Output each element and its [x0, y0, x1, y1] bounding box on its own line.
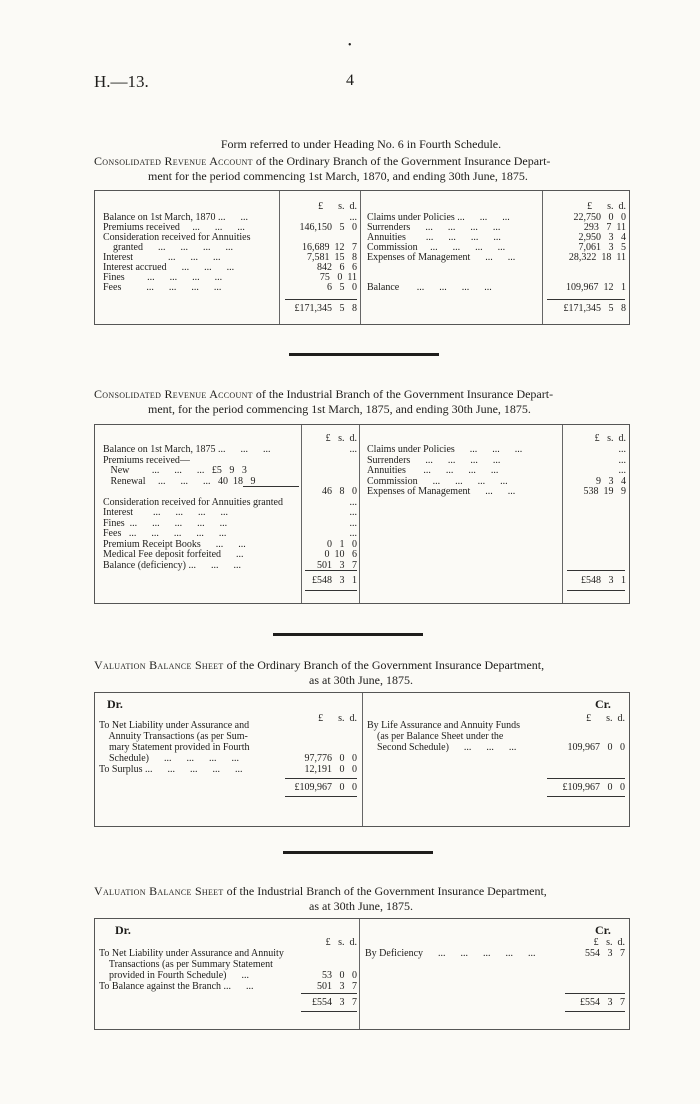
entry-amount: 22,750 0 0 [573, 212, 626, 223]
entry-label: Commission ... ... ... ... [367, 475, 508, 487]
entry-label: granted ... ... ... ... [103, 242, 233, 253]
ordinary-revenue-table [94, 190, 630, 325]
dr-label: Dr. [115, 923, 131, 937]
text-line: (as per Balance Sheet under the [367, 731, 504, 742]
center-rule [359, 919, 360, 1029]
entry-amount: ... [349, 517, 357, 529]
entry-label: Expenses of Management ... ... [367, 252, 516, 263]
double-rule [285, 796, 357, 797]
ordinary-valuation-title [94, 658, 628, 673]
entry-label: Interest ... ... ... [103, 252, 221, 263]
entry-amount: ... [349, 507, 357, 518]
ordinary-revenue-title [94, 154, 628, 169]
entry-amount: 9 3 4 [596, 475, 626, 487]
currency-head-right: £ s. d. [594, 433, 626, 444]
stray-mark: • [348, 40, 352, 51]
column-rule [542, 191, 543, 324]
entry-amount: 2,950 3 4 [578, 232, 626, 243]
industrial-valuation-title [94, 884, 628, 899]
entry-label: Balance ... ... ... ... [367, 282, 492, 293]
center-rule [360, 191, 361, 324]
total-left: £109,967 0 0 [294, 782, 357, 793]
entry-label: Commission ... ... ... ... [367, 242, 506, 253]
right-amount: 109,967 0 0 [567, 742, 625, 753]
entry-amount: 7,581 15 8 [307, 252, 357, 263]
entry-label: Renewal ... ... ... 40 18 9 [103, 475, 256, 487]
total-rule [565, 993, 625, 994]
total-rule [301, 993, 357, 994]
entry-amount: ... [618, 465, 626, 476]
section-divider [273, 633, 423, 636]
entry-amount: 109,967 12 1 [566, 282, 626, 293]
entry-label: Annuities ... ... ... ... [367, 465, 499, 476]
entry-label: Fines ... ... ... ... [103, 272, 223, 283]
title-smallcaps: Valuation Balance Sheet [94, 658, 224, 672]
entry-amount: ... [349, 444, 357, 455]
entry-label: Interest accrued ... ... ... [103, 262, 235, 273]
entry-label: Premiums received— [103, 454, 190, 466]
dr-label: Dr. [107, 697, 123, 711]
entry-label: Premiums received ... ... ... [103, 222, 245, 233]
ordinary-revenue-title-line2: ment for the period commencing 1st March, 1870, and ending 30th June, 1875. [148, 169, 528, 183]
total-rule [285, 778, 357, 779]
entry-amount: ... [618, 454, 626, 466]
total-rule [285, 299, 357, 300]
entry-amount: ... [618, 444, 626, 455]
left-amount: 12,191 0 0 [304, 764, 357, 775]
entry-label: Interest ... ... ... ... [103, 507, 228, 518]
entry-amount: 46 8 0 [322, 486, 357, 497]
currency-head-right: £ s. d. [587, 201, 626, 212]
cr-label: Cr. [595, 697, 611, 711]
entry-amount: 0 1 0 [327, 538, 357, 550]
entry-label: Medical Fee deposit forfeited ... [103, 549, 244, 560]
entry-amount: 75 0 11 [319, 272, 357, 283]
text-line: Schedule) ... ... ... ... [99, 753, 239, 764]
entry-label: Fees ... ... ... ... [103, 282, 222, 293]
entry-label: Annuities ... ... ... ... [367, 232, 501, 243]
title-rest: of the Industrial Branch of the Government Insurance Depart- [255, 387, 554, 401]
title-rest: of the Ordinary Branch of the Government Insurance Department, [226, 658, 545, 672]
total-rule [547, 778, 625, 779]
currency-head-right: £ s. d. [586, 713, 625, 724]
total-right: £109,967 0 0 [562, 782, 625, 793]
entry-label: Claims under Policies ... ... ... [367, 444, 523, 455]
text-line: Transactions (as per Summary Statement [99, 959, 273, 970]
industrial-valuation-table [94, 918, 630, 1030]
text-line: By Life Assurance and Annuity Funds [367, 720, 521, 731]
section-divider [289, 353, 439, 356]
entry-label: Premium Receipt Books ... ... [103, 538, 246, 550]
text-line: mary Statement provided in Fourth [99, 742, 250, 753]
left-amount: 501 3 7 [317, 981, 357, 992]
document-header: H.—13. [94, 72, 149, 91]
total-right: £171,345 5 8 [563, 303, 626, 314]
text-line: To Net Liability under Assurance and Annuity [99, 948, 284, 959]
industrial-revenue-title [94, 387, 628, 402]
entry-label: Fines ... ... ... ... ... [103, 517, 228, 529]
cr-label: Cr. [595, 923, 611, 937]
form-note: Form referred to under Heading No. 6 in Fourth Schedule. [220, 137, 502, 151]
industrial-revenue-title-line2: ment, for the period commencing 1st March, 1875, and ending 30th June, 1875. [148, 402, 531, 416]
title-smallcaps: Consolidated Revenue Account [94, 387, 253, 401]
entry-label: Expenses of Management ... ... [367, 486, 516, 497]
entry-label: New ... ... ... £5 9 3 [103, 465, 247, 476]
column-rule [279, 191, 280, 324]
text-line: To Net Liability under Assurance and [99, 720, 250, 731]
double-rule [565, 1011, 625, 1012]
text-line: Annuity Transactions (as per Sum- [99, 731, 248, 742]
currency-head-left: £ s. d. [325, 937, 357, 948]
entry-amount: 842 6 6 [317, 262, 357, 273]
entry-label: Consideration received for Annuities [103, 232, 251, 243]
total-left: £548 3 1 [312, 575, 357, 586]
industrial-revenue-table [94, 424, 630, 604]
currency-head-left: £ s. d. [325, 433, 357, 444]
entry-amount: 28,322 18 11 [568, 252, 626, 263]
ordinary-valuation-table [94, 692, 630, 827]
currency-head-left: £ s. d. [318, 201, 357, 212]
industrial-valuation-title-line2: as at 30th June, 1875. [309, 899, 413, 913]
entry-label: Balance on 1st March, 1870 ... ... [103, 212, 248, 223]
entry-label: Surrenders ... ... ... ... [367, 222, 501, 233]
left-amount: 53 0 0 [322, 970, 357, 981]
text-line: Second Schedule) ... ... ... [367, 742, 517, 753]
entry-label: Consideration received for Annuities granted [103, 496, 283, 508]
entry-amount: ... [349, 212, 357, 223]
total-right: £548 3 1 [581, 575, 626, 586]
total-rule [547, 299, 625, 300]
title-smallcaps: Consolidated Revenue Account [94, 154, 253, 168]
entry-label: Surrenders ... ... ... ... [367, 454, 501, 466]
currency-head-right: £ s. d. [593, 937, 625, 948]
entry-amount: 538 19 9 [583, 486, 626, 497]
entry-label: Claims under Policies ... ... ... [367, 212, 510, 223]
section-divider [283, 851, 433, 854]
entry-amount: 146,150 5 0 [299, 222, 357, 233]
double-rule [547, 796, 625, 797]
total-left: £554 3 7 [312, 997, 357, 1008]
entry-label: Fees ... ... ... ... ... [103, 528, 227, 539]
right-amount: 554 3 7 [585, 948, 625, 959]
double-rule [301, 1011, 357, 1012]
center-rule [359, 425, 360, 603]
entry-label: Balance (deficiency) ... ... ... [103, 559, 242, 571]
entry-amount: 6 5 0 [327, 282, 357, 293]
entry-amount: 7,061 3 5 [578, 242, 626, 253]
total-rule [305, 570, 357, 571]
entry-label: Balance on 1st March, 1875 ... ... ... [103, 444, 271, 455]
ordinary-valuation-title-line2: as at 30th June, 1875. [309, 673, 413, 687]
total-right: £554 3 7 [580, 997, 625, 1008]
entry-amount: 16,689 12 7 [302, 242, 357, 253]
text-line: To Balance against the Branch ... ... [99, 981, 254, 992]
title-rest: of the Industrial Branch of the Government Insurance Department, [226, 884, 547, 898]
entry-amount: 293 7 11 [583, 222, 626, 233]
entry-amount: ... [349, 528, 357, 539]
right-line: By Deficiency ... ... ... ... ... [365, 948, 536, 959]
text-line: provided in Fourth Schedule) ... [99, 970, 249, 981]
entry-amount: 0 10 6 [324, 549, 357, 560]
entry-amount: 501 3 7 [317, 559, 357, 571]
left-amount: 97,776 0 0 [304, 753, 357, 764]
currency-head-left: £ s. d. [318, 713, 357, 724]
page-number: 4 [346, 72, 354, 89]
double-rule [305, 590, 357, 591]
total-left: £171,345 5 8 [294, 303, 357, 314]
total-rule [567, 570, 625, 571]
title-rest: of the Ordinary Branch of the Government Insurance Depart- [255, 154, 551, 168]
center-rule [362, 693, 363, 826]
entry-amount: ... [349, 496, 357, 508]
text-line: To Surplus ... ... ... ... ... [99, 764, 243, 775]
title-smallcaps: Valuation Balance Sheet [94, 884, 224, 898]
double-rule [567, 590, 625, 591]
